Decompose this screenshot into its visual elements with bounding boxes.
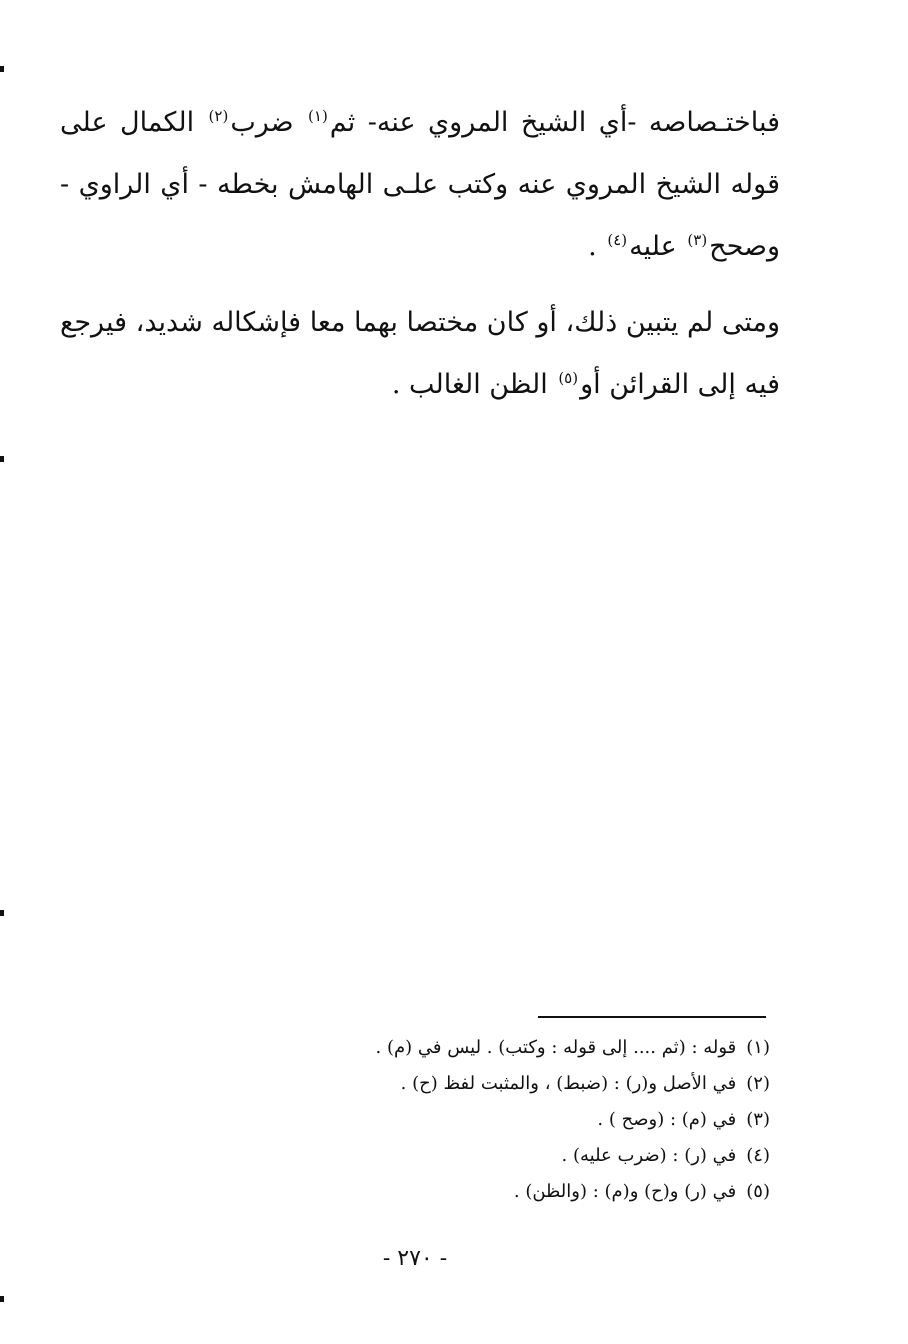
scan-mark [0, 1296, 4, 1302]
page-number: - ٢٧٠ - [382, 1246, 448, 1271]
text-segment: ومتى لم يتبين ذلك، أو كان مختصا بهما معا فإشكاله شديد، فيرجع فيه إلى القرائن أو [60, 307, 780, 400]
footnote-number: (٥) [746, 1181, 770, 1202]
scan-mark [0, 910, 4, 916]
scan-mark [0, 66, 4, 72]
footnote-text: في الأصل و(ر) : (ضبط) ، والمثبت لفظ (ح) . [400, 1073, 737, 1094]
main-text [60, 92, 780, 430]
text-segment: عليه [629, 231, 686, 262]
text-segment: الظن الغالب . [391, 369, 557, 400]
footnote-text: قوله : (ثم .... إلى قوله : وكتب) . ليس في (م) . [375, 1037, 737, 1058]
footnote-ref-2[interactable]: (٢) [208, 107, 229, 125]
footnote-ref-3[interactable]: (٣) [687, 231, 708, 249]
footnote-number: (٢) [746, 1073, 770, 1094]
footnote-2 [300, 1066, 770, 1102]
text-segment: الكمال على قوله الشيخ المروي عنه وكتب علـى الهامش بخطه - أي الراوي - وصحح [60, 107, 780, 262]
footnote-text: في (ر) : (ضرب عليه) . [561, 1145, 737, 1166]
footnote-number: (٣) [746, 1109, 770, 1130]
footnote-ref-4[interactable]: (٤) [607, 231, 628, 249]
footnote-number: (٤) [746, 1145, 770, 1166]
scan-mark [0, 456, 4, 462]
paragraph-1 [60, 92, 780, 278]
paragraph-2 [60, 292, 780, 416]
text-segment: فباختـصاصه -أي الشيخ المروي عنه- ثم [329, 107, 780, 138]
footnote-ref-5[interactable]: (٥) [558, 369, 579, 387]
footnote-1 [300, 1030, 770, 1066]
footnote-text: في (ر) و(ح) و(م) : (والظن) . [513, 1181, 737, 1202]
footnotes [300, 1030, 770, 1210]
footnote-number: (١) [746, 1037, 770, 1058]
footnote-5 [300, 1174, 770, 1210]
footnote-3 [300, 1102, 770, 1138]
footnote-text: في (م) : (وصح ) . [597, 1109, 737, 1130]
footnote-divider [538, 1016, 766, 1018]
footnote-ref-1[interactable]: (١) [308, 107, 328, 125]
text-segment: . [588, 231, 606, 262]
text-segment: ضرب [230, 107, 307, 138]
footnote-4 [300, 1138, 770, 1174]
